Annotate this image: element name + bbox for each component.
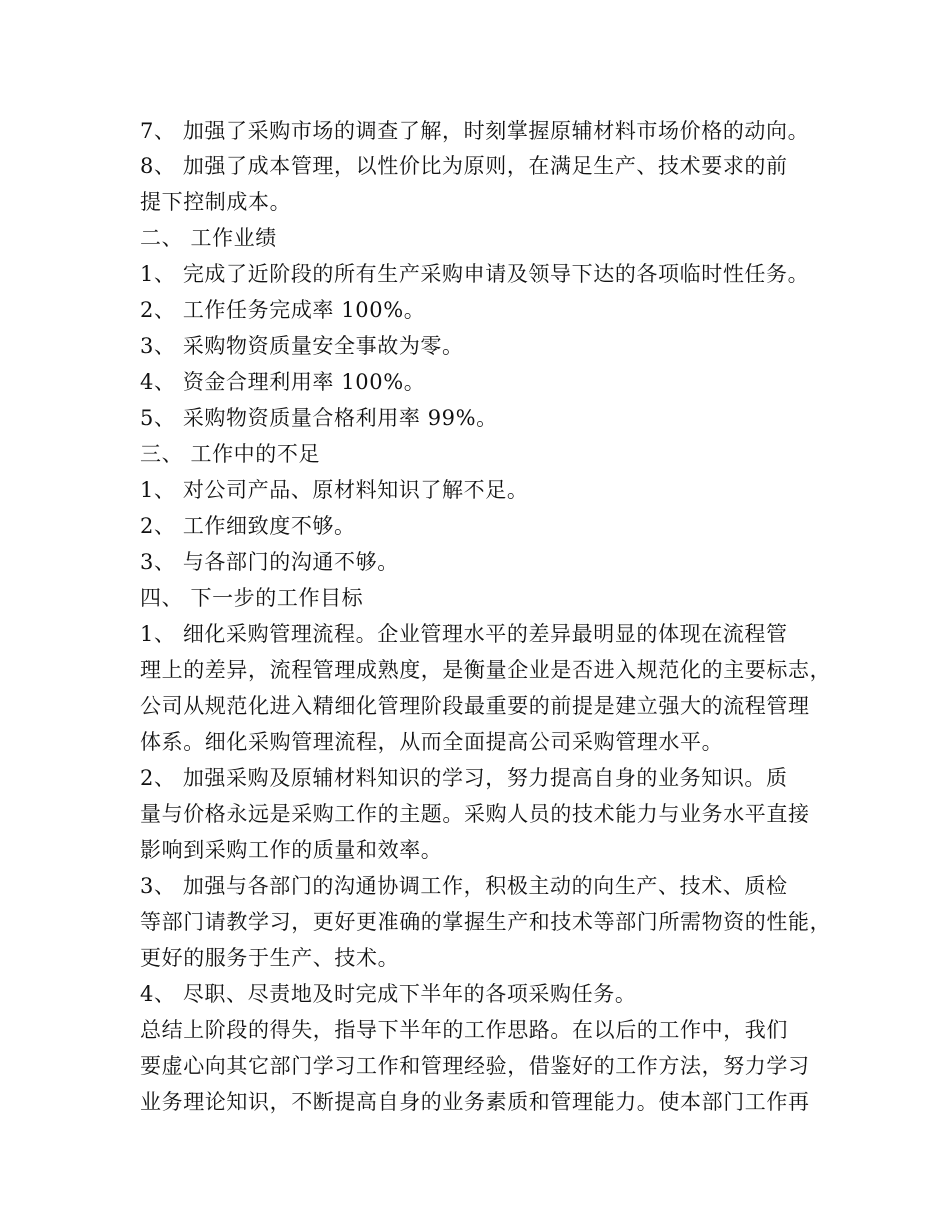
text-line: 等部门请教学习，更好更准确的掌握生产和技术等部门所需物资的性能， (140, 910, 832, 934)
text-line: 2、 加强采购及原辅材料知识的学习，努力提高自身的业务知识。质 (140, 766, 788, 790)
text-line: 8、 加强了成本管理，以性价比为原则，在满足生产、技术要求的前 (140, 154, 788, 178)
text-line: 2、 工作细致度不够。 (140, 514, 356, 538)
text-line: 理上的差异，流程管理成熟度，是衡量企业是否进入规范化的主要标志， (140, 658, 832, 682)
text-line: 提下控制成本。 (140, 190, 292, 214)
text-line: 4、 资金合理利用率 100%。 (140, 370, 426, 394)
text-line: 7、 加强了采购市场的调查了解，时刻掌握原辅材料市场价格的动向。 (140, 119, 810, 143)
text-line: 3、 采购物资质量安全事故为零。 (140, 334, 464, 358)
section-heading: 三、 工作中的不足 (140, 442, 321, 466)
text-line: 3、 加强与各部门的沟通协调工作，积极主动的向生产、技术、质检 (140, 874, 788, 898)
text-line: 影响到采购工作的质量和效率。 (140, 838, 443, 862)
text-line: 2、 工作任务完成率 100%。 (140, 298, 426, 322)
text-line: 1、 细化采购管理流程。企业管理水平的差异最明显的体现在流程管 (140, 622, 788, 646)
text-line: 业务理论知识，不断提高自身的业务素质和管理能力。使本部门工作再 (140, 1090, 810, 1114)
text-line: 公司从规范化进入精细化管理阶段最重要的前提是建立强大的流程管理 (140, 694, 810, 718)
text-line: 更好的服务于生产、技术。 (140, 946, 400, 970)
section-heading: 二、 工作业绩 (140, 226, 277, 250)
text-line: 要虚心向其它部门学习工作和管理经验，借鉴好的工作方法，努力学习 (140, 1054, 810, 1078)
text-line: 3、 与各部门的沟通不够。 (140, 550, 399, 574)
section-heading: 四、 下一步的工作目标 (140, 586, 364, 610)
text-line: 1、 对公司产品、原材料知识了解不足。 (140, 478, 529, 502)
text-line: 总结上阶段的得失，指导下半年的工作思路。在以后的工作中，我们 (140, 1018, 788, 1042)
text-line: 5、 采购物资质量合格利用率 99%。 (140, 406, 498, 430)
text-line: 量与价格永远是采购工作的主题。采购人员的技术能力与业务水平直接 (140, 802, 810, 826)
text-line: 4、 尽职、尽责地及时完成下半年的各项采购任务。 (140, 982, 637, 1006)
text-line: 体系。细化采购管理流程，从而全面提高公司采购管理水平。 (140, 730, 724, 754)
text-line: 1、 完成了近阶段的所有生产采购申请及领导下达的各项临时性任务。 (140, 262, 810, 286)
